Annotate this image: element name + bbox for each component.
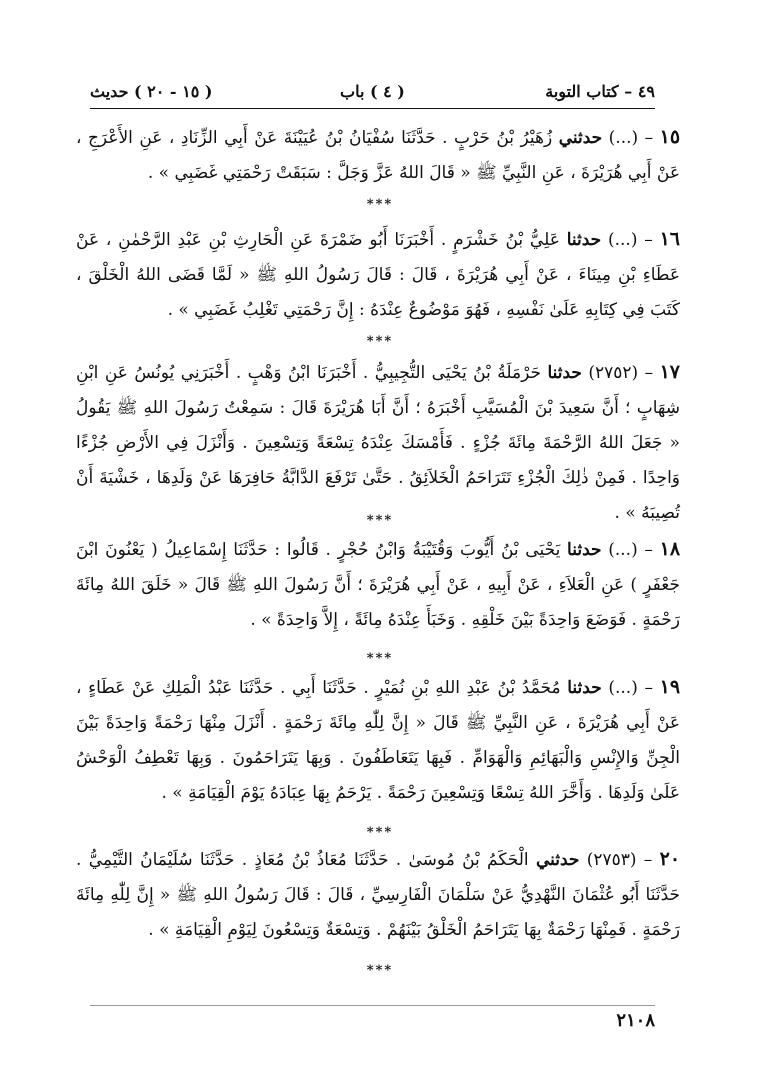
hadith-reference: (٢٧٥٢) — [588, 363, 639, 383]
section-separator: *** — [366, 651, 394, 666]
hadith-reference: (...) — [608, 540, 638, 560]
running-header — [90, 78, 655, 108]
hadith-opening: حدثنا — [566, 230, 602, 250]
hadith-number: ١٥ — [659, 126, 681, 148]
hadith-opening: حدثنا — [547, 363, 582, 383]
hadith-number: ١٨ — [659, 538, 681, 560]
hadith-16: ١٦ – (...) حدثنا عَلِيُّ بْنُ خَشْرَمٍ . أَخْبَرَنَا أَبُو ضَمْرَةَ عَنِ الْحَارِثِ بْنِ عَبْدِ الرَّحْمٰنِ ، عَنْ عَطَاءِ بْنِ مِينَاءَ ، عَنْ أَبِي هُرَيْرَةَ ، قَالَ : قَالَ رَسُولُ اللهِ ﷺ « لَمَّا قَضَى اللهُ الْخَلْقَ ، كَتَبَ فِي كِتَابِهِ عَلَىٰ نَفْسِهِ ، فَهُوَ مَوْضُوعٌ عِنْدَهُ : إِنَّ رَحْمَتِي تَغْلِبُ غَضَبِي » . — [76, 228, 681, 320]
hadith-number: ١٧ — [659, 361, 681, 383]
hadith-19: ١٩ – (...) حدثنا مُحَمَّدُ بْنُ عَبْدِ اللهِ بْنِ نُمَيْرٍ . حَدَّثَنَا أَبِي . حَدَّثَنَا عَبْدُ الْمَلِكِ عَنْ عَطَاءٍ ، عَنْ أَبِي هُرَيْرَةَ ، عَنِ النَّبِيِّ ﷺ قَالَ « إِنَّ لِلّٰهِ مِائَةَ رَحْمَةٍ . أَنْزَلَ مِنْهَا رَحْمَةً وَاحِدَةً بَيْنَ الْجِنِّ وَالإِنْسِ وَالْبَهَائِمِ وَالْهَوَامِّ . فَبِهَا يَتَعَاطَفُونَ . وَبِهَا يَتَرَاحَمُونَ . وَبِهَا تَعْطِفُ الْوَحْشُ عَلَىٰ وَلَدِهَا . وَأَخَّرَ اللهُ تِسْعًا وَتِسْعِينَ رَحْمَةً . يَرْحَمُ بِهَا عِبَادَهُ يَوْمَ الْقِيَامَةِ » . — [76, 676, 681, 803]
hadith-text: عَلِيُّ بْنُ خَشْرَمٍ . أَخْبَرَنَا أَبُو ضَمْرَةَ عَنِ الْحَارِثِ بْنِ عَبْدِ الرَّحْمٰنِ ، عَنْ عَطَاءِ بْنِ مِينَاءَ ، عَنْ أَبِي هُرَيْرَةَ ، قَالَ : قَالَ رَسُولُ اللهِ ﷺ « لَمَّا قَضَى اللهُ الْخَلْقَ ، كَتَبَ فِي كِتَابِهِ عَلَىٰ نَفْسِهِ ، فَهُوَ مَوْضُوعٌ عِنْدَهُ : إِنَّ رَحْمَتِي تَغْلِبُ غَضَبِي » . — [76, 230, 680, 320]
hadith-number: ١٩ — [659, 676, 681, 698]
hadith-15: ١٥ – (...) حدثني زُهَيْرُ بْنُ حَرْبٍ . حَدَّثَنَا سُفْيَانُ بْنُ عُيَيْنَةَ عَنْ أَبِي الزِّنَادِ ، عَنِ الأَعْرَجِ ، عَنْ أَبِي هُرَيْرَةَ ، عَنِ النَّبِيِّ ﷺ « قَالَ اللهُ عَزَّ وَجَلَّ : سَبَقَتْ رَحْمَتِي غَضَبِي » . — [76, 126, 681, 183]
hadith-17: ١٧ – (٢٧٥٢) حدثنا حَرْمَلَةُ بْنُ يَحْيَى التُّجِيبِيُّ . أَخْبَرَنَا ابْنُ وَهْبٍ . أَخْبَرَنِي يُونُسُ عَنِ ابْنِ شِهَابٍ ؛ أَنَّ سَعِيدَ بْنَ الْمُسَيَّبِ أَخْبَرَهُ ؛ أَنَّ أَبَا هُرَيْرَةَ قَالَ : سَمِعْتُ رَسُولَ اللهِ ﷺ يَقُولُ « جَعَلَ اللهُ الرَّحْمَةَ مِائَةَ جُزْءٍ . فَأَمْسَكَ عِنْدَهُ تِسْعَةً وَتِسْعِينَ . وَأَنْزَلَ فِي الأَرْضِ جُزْءًا وَاحِدًا . فَمِنْ ذٰلِكَ الْجُزْءِ تَتَرَاحَمُ الْخَلاَئِقُ . حَتَّىٰ تَرْفَعَ الدَّابَّةُ حَافِرَهَا عَنْ وَلَدِهَا ، خَشْيَةَ أَنْ تُصِيبَهُ » . — [76, 361, 681, 523]
section-separator: *** — [366, 825, 394, 840]
hadith-reference: (...) — [608, 678, 638, 698]
chapter-label: ( ٤ ) باب — [340, 82, 405, 101]
hadith-text: زُهَيْرُ بْنُ حَرْبٍ . حَدَّثَنَا سُفْيَانُ بْنُ عُيَيْنَةَ عَنْ أَبِي الزِّنَادِ ، عَنِ الأَعْرَجِ ، عَنْ أَبِي هُرَيْرَةَ ، عَنِ النَّبِيِّ ﷺ « قَالَ اللهُ عَزَّ وَجَلَّ : سَبَقَتْ رَحْمَتِي غَضَبِي » . — [76, 128, 680, 183]
hadith-text: الْحَكَمُ بْنُ مُوسَىٰ . حَدَّثَنَا مُعَاذُ بْنُ مُعَاذٍ . حَدَّثَنَا سُلَيْمَانُ التَّيْمِيُّ . حَدَّثَنَا أَبُو عُثْمَانَ النَّهْدِيُّ عَنْ سَلْمَانَ الْفَارِسِيِّ ، قَالَ : قَالَ رَسُولُ اللهِ ﷺ « إِنَّ لِلّٰهِ مِائَةَ رَحْمَةٍ . فَمِنْهَا رَحْمَةٌ بِهَا يَتَرَاحَمُ الْخَلْقُ بَيْنَهُمْ . وَتِسْعَةٌ وَتِسْعُونَ لِيَوْمِ الْقِيَامَةِ » . — [76, 850, 680, 940]
hadith-reference: (٢٧٥٣) — [586, 850, 637, 870]
hadith-number: ١٦ — [659, 228, 681, 250]
hadith-reference: (...) — [607, 230, 638, 250]
hadith-18: ١٨ – (...) حدثنا يَحْيَى بْنُ أَيُّوبَ وَقُتَيْبَةُ وَابْنُ حُجْرٍ . قَالُوا : حَدَّثَنَا إِسْمَاعِيلُ ( يَعْنُونَ ابْنَ جَعْفَرٍ ) عَنِ الْعَلاَءِ ، عَنْ أَبِيهِ ، عَنْ أَبِي هُرَيْرَةَ ؛ أَنَّ رَسُولَ اللهِ ﷺ قَالَ « خَلَقَ اللهُ مِائَةَ رَحْمَةٍ . فَوَضَعَ وَاحِدَةً بَيْنَ خَلْقِهِ . وَخَبَأَ عِنْدَهُ مِائَةً ، إِلاَّ وَاحِدَةً » . — [76, 538, 681, 630]
header-divider — [90, 108, 655, 109]
hadith-20: ٢٠ – (٢٧٥٣) حدثني الْحَكَمُ بْنُ مُوسَىٰ . حَدَّثَنَا مُعَاذُ بْنُ مُعَاذٍ . حَدَّثَنَا سُلَيْمَانُ التَّيْمِيُّ . حَدَّثَنَا أَبُو عُثْمَانَ النَّهْدِيُّ عَنْ سَلْمَانَ الْفَارِسِيِّ ، قَالَ : قَالَ رَسُولُ اللهِ ﷺ « إِنَّ لِلّٰهِ مِائَةَ رَحْمَةٍ . فَمِنْهَا رَحْمَةٌ بِهَا يَتَرَاحَمُ الْخَلْقُ بَيْنَهُمْ . وَتِسْعَةٌ وَتِسْعُونَ لِيَوْمِ الْقِيَامَةِ » . — [76, 848, 681, 940]
section-separator: *** — [366, 963, 394, 978]
hadith-opening: حدثني — [535, 850, 580, 870]
section-separator: *** — [366, 197, 394, 212]
page-number: ٢١٠٨ — [616, 1010, 655, 1031]
section-separator: *** — [366, 334, 394, 349]
hadith-opening: حدثنا — [567, 678, 602, 698]
hadith-text: حَرْمَلَةُ بْنُ يَحْيَى التُّجِيبِيُّ . أَخْبَرَنَا ابْنُ وَهْبٍ . أَخْبَرَنِي يُونُسُ عَنِ ابْنِ شِهَابٍ ؛ أَنَّ سَعِيدَ بْنَ الْمُسَيَّبِ أَخْبَرَهُ ؛ أَنَّ أَبَا هُرَيْرَةَ قَالَ : سَمِعْتُ رَسُولَ اللهِ ﷺ يَقُولُ « جَعَلَ اللهُ الرَّحْمَةَ مِائَةَ جُزْءٍ . فَأَمْسَكَ عِنْدَهُ تِسْعَةً وَتِسْعِينَ . وَأَنْزَلَ فِي الأَرْضِ جُزْءًا وَاحِدًا . فَمِنْ ذٰلِكَ الْجُزْءِ تَتَرَاحَمُ الْخَلاَئِقُ . حَتَّىٰ تَرْفَعَ الدَّابَّةُ حَافِرَهَا عَنْ وَلَدِهَا ، خَشْيَةَ أَنْ تُصِيبَهُ » . — [76, 363, 680, 523]
hadith-text: يَحْيَى بْنُ أَيُّوبَ وَقُتَيْبَةُ وَابْنُ حُجْرٍ . قَالُوا : حَدَّثَنَا إِسْمَاعِيلُ ( يَعْنُونَ ابْنَ جَعْفَرٍ ) عَنِ الْعَلاَءِ ، عَنْ أَبِيهِ ، عَنْ أَبِي هُرَيْرَةَ ؛ أَنَّ رَسُولَ اللهِ ﷺ قَالَ « خَلَقَ اللهُ مِائَةَ رَحْمَةٍ . فَوَضَعَ وَاحِدَةً بَيْنَ خَلْقِهِ . وَخَبَأَ عِنْدَهُ مِائَةً ، إِلاَّ وَاحِدَةً » . — [76, 540, 680, 630]
hadith-text: مُحَمَّدُ بْنُ عَبْدِ اللهِ بْنِ نُمَيْرٍ . حَدَّثَنَا أَبِي . حَدَّثَنَا عَبْدُ الْمَلِكِ عَنْ عَطَاءٍ ، عَنْ أَبِي هُرَيْرَةَ ، عَنِ النَّبِيِّ ﷺ قَالَ « إِنَّ لِلّٰهِ مِائَةَ رَحْمَةٍ . أَنْزَلَ مِنْهَا رَحْمَةً وَاحِدَةً بَيْنَ الْجِنِّ وَالإِنْسِ وَالْبَهَائِمِ وَالْهَوَامِّ . فَبِهَا يَتَعَاطَفُونَ . وَبِهَا يَتَرَاحَمُونَ . وَبِهَا تَعْطِفُ الْوَحْشُ عَلَىٰ وَلَدِهَا . وَأَخَّرَ اللهُ تِسْعًا وَتِسْعِينَ رَحْمَةً . يَرْحَمُ بِهَا عِبَادَهُ يَوْمَ الْقِيَامَةِ » . — [76, 678, 680, 803]
footer-divider — [90, 1005, 655, 1006]
book-title: ٤٩ – كتاب التوبة — [545, 82, 655, 101]
hadith-opening: حدثني — [558, 128, 603, 148]
hadith-reference: (...) — [608, 128, 639, 148]
hadith-opening: حدثنا — [567, 540, 602, 560]
hadith-range: ( ١٥ - ٢٠ ) حديث — [90, 82, 213, 101]
section-separator: *** — [366, 513, 394, 528]
hadith-number: ٢٠ — [659, 848, 681, 870]
